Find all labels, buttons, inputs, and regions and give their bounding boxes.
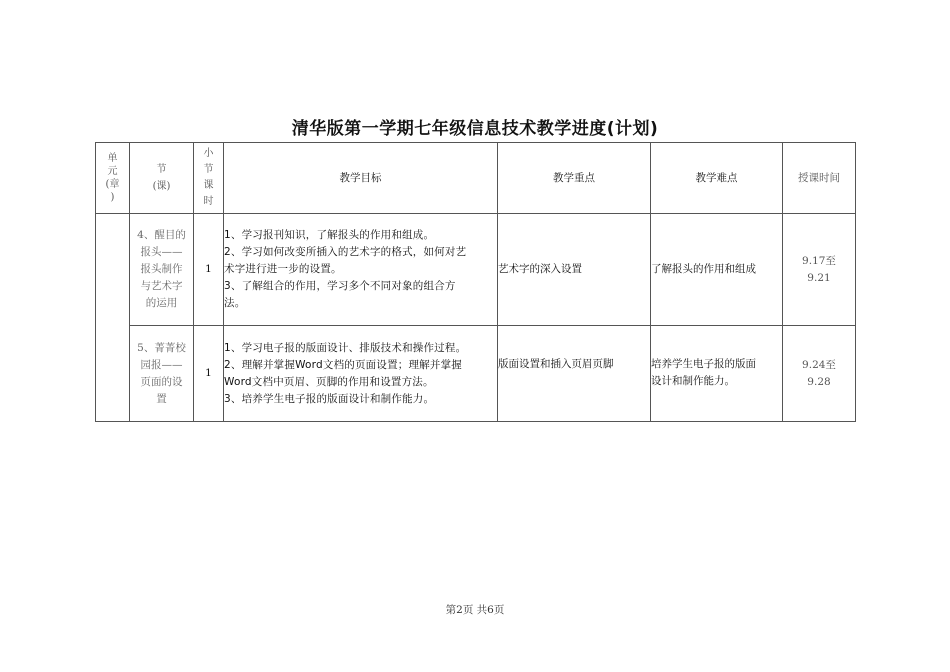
header-section [130,143,194,214]
difficulty-line: 设计和制作能力。 [651,375,735,387]
table-row [96,214,856,326]
header-time: 授课时间 [783,143,856,214]
focus-line: 艺术字的深入设置 [498,263,582,275]
section-line: 与艺术字 [140,280,183,292]
section-line: 的运用 [145,297,178,309]
header-row [96,143,856,214]
goal-line: 3、培养学生电子报的版面设计和制作能力。 [224,392,435,405]
section-cell [130,326,194,422]
header-unit [96,143,130,214]
section-line: 园报—— [140,358,183,371]
goal-line: 2、理解并掌握Word文档的页面设置；理解并掌握 [224,358,462,371]
difficulty-cell [651,214,783,326]
section-line: 报头制作 [140,263,183,275]
difficulty-line: 培养学生电子报的版面 [651,358,756,370]
header-hours-1: 小 [203,148,214,159]
goal-line: 1、学习报刊知识，了解报头的作用和组成。 [224,229,435,241]
focus-line: 版面设置和插入页眉页脚 [498,358,614,370]
header-hours-4: 时 [203,196,214,207]
difficulty-line: 了解报头的作用和组成 [651,263,756,275]
header-goals: 教学目标 [224,143,498,214]
table-row [96,326,856,422]
section-line: 4、醒目的 [137,229,186,241]
difficulty-cell [651,326,783,422]
section-line: 置 [156,392,167,405]
header-section-2: (课) [152,181,171,192]
page-footer: 第2页 共6页 [445,604,505,616]
focus-cell [498,214,651,326]
header-section-1: 节 [156,164,167,175]
header-hours-3: 课 [203,180,214,191]
section-line: 页面的设 [140,375,183,388]
hours-cell: 1 [194,326,224,422]
goal-line: 1、学习电子报的版面设计、排版技术和操作过程。 [224,341,467,354]
goal-line: Word文档中页眉、页脚的作用和设置方法。 [224,375,434,388]
section-cell [130,214,194,326]
goal-line: 2、学习如何改变所插入的艺术字的格式，如何对艺 [224,246,467,258]
header-unit-1: 单 [107,153,118,164]
hours-cell: 1 [194,214,224,326]
goal-line: 法。 [224,297,246,309]
time-line: 9.24至 [802,358,836,371]
section-line: 5、菁菁校 [137,341,186,354]
header-difficulty: 教学难点 [651,143,783,214]
header-hours-2: 节 [203,164,214,175]
goal-line: 3、了解组合的作用，学习多个不同对象的组合方 [224,280,456,292]
time-line: 9.28 [807,375,831,388]
time-cell [783,326,856,422]
page-title: 清华版第一学期七年级信息技术教学进度(计划) [291,119,659,139]
header-unit-4: ) [110,192,115,203]
header-hours [194,143,224,214]
time-line: 9.17至 [802,254,836,267]
goal-line: 术字进行进一步的设置。 [224,263,342,275]
header-focus: 教学重点 [498,143,651,214]
unit-cell [96,214,130,422]
header-unit-3: (章 [105,179,120,190]
goals-cell [224,214,498,326]
time-line: 9.21 [807,271,831,284]
focus-cell [498,326,651,422]
goals-cell [224,326,498,422]
time-cell [783,214,856,326]
section-line: 报头—— [140,246,183,258]
header-unit-2: 元 [107,166,118,177]
teaching-schedule-table [95,142,856,422]
